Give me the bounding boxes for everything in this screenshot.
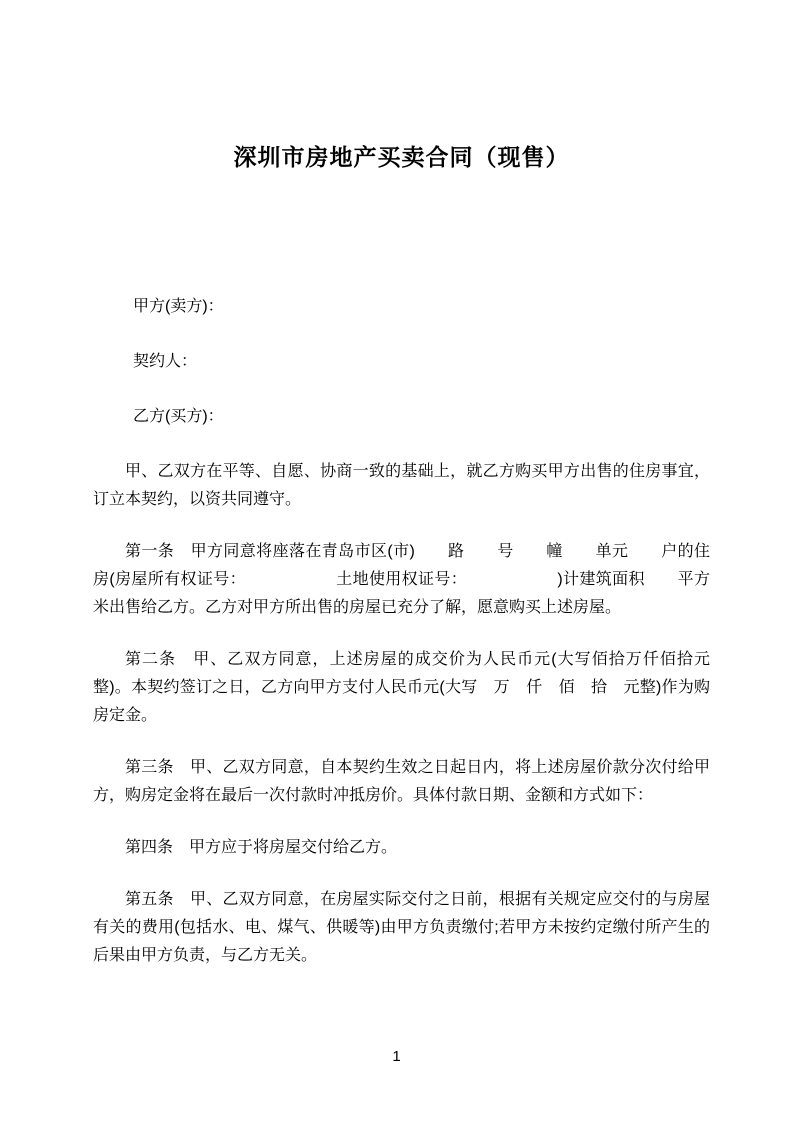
clause-article-2: 第二条 甲、乙双方同意，上述房屋的成交价为人民币元(大写佰拾万仟佰拾元整)。本契约签订之日，乙方向甲方支付人民币元(大写 万 仟 佰 拾 元整)作为购房定金。 — [93, 651, 710, 724]
party-b-line: 乙方(买方)： — [133, 408, 224, 425]
contract-content — [0, 141, 793, 970]
parties-block — [93, 293, 710, 431]
page-number: 1 — [392, 1048, 401, 1065]
contractor-line: 契约人： — [133, 353, 198, 370]
clause-preamble: 甲、乙双方在平等、自愿、协商一致的基础上，就乙方购买甲方出售的住房事宜，订立本契约，以资共同遵守。 — [93, 463, 710, 508]
clause-article-3: 第三条 甲、乙双方同意，自本契约生效之日起日内，将上述房屋价款分次付给甲方，购房定金将在最后一次付款时冲抵房价。具体付款日期、金额和方式如下： — [93, 759, 710, 804]
clause-article-4: 第四条 甲方应于将房屋交付给乙方。 — [125, 839, 398, 856]
clause-article-1: 第一条 甲方同意将座落在青岛市区(市) 路 号 幢 单元 户的住房(房屋所有权证号： 土地使用权证号： )计建筑面积 平方米出售给乙方。乙方对甲方所出售的房屋已充分了解，愿意购买上述房屋。 — [93, 543, 710, 616]
clauses-block — [93, 458, 710, 970]
party-a-line: 甲方(卖方)： — [133, 298, 224, 315]
clause-article-5: 第五条 甲、乙双方同意，在房屋实际交付之日前，根据有关规定应交付的与房屋有关的费用(包括水、电、煤气、供暖等)由甲方负责缴付;若甲方未按约定缴付所产生的后果由甲方负责，与乙方无关。 — [93, 891, 710, 964]
document-title: 深圳市房地产买卖合同（现售） — [233, 144, 570, 170]
